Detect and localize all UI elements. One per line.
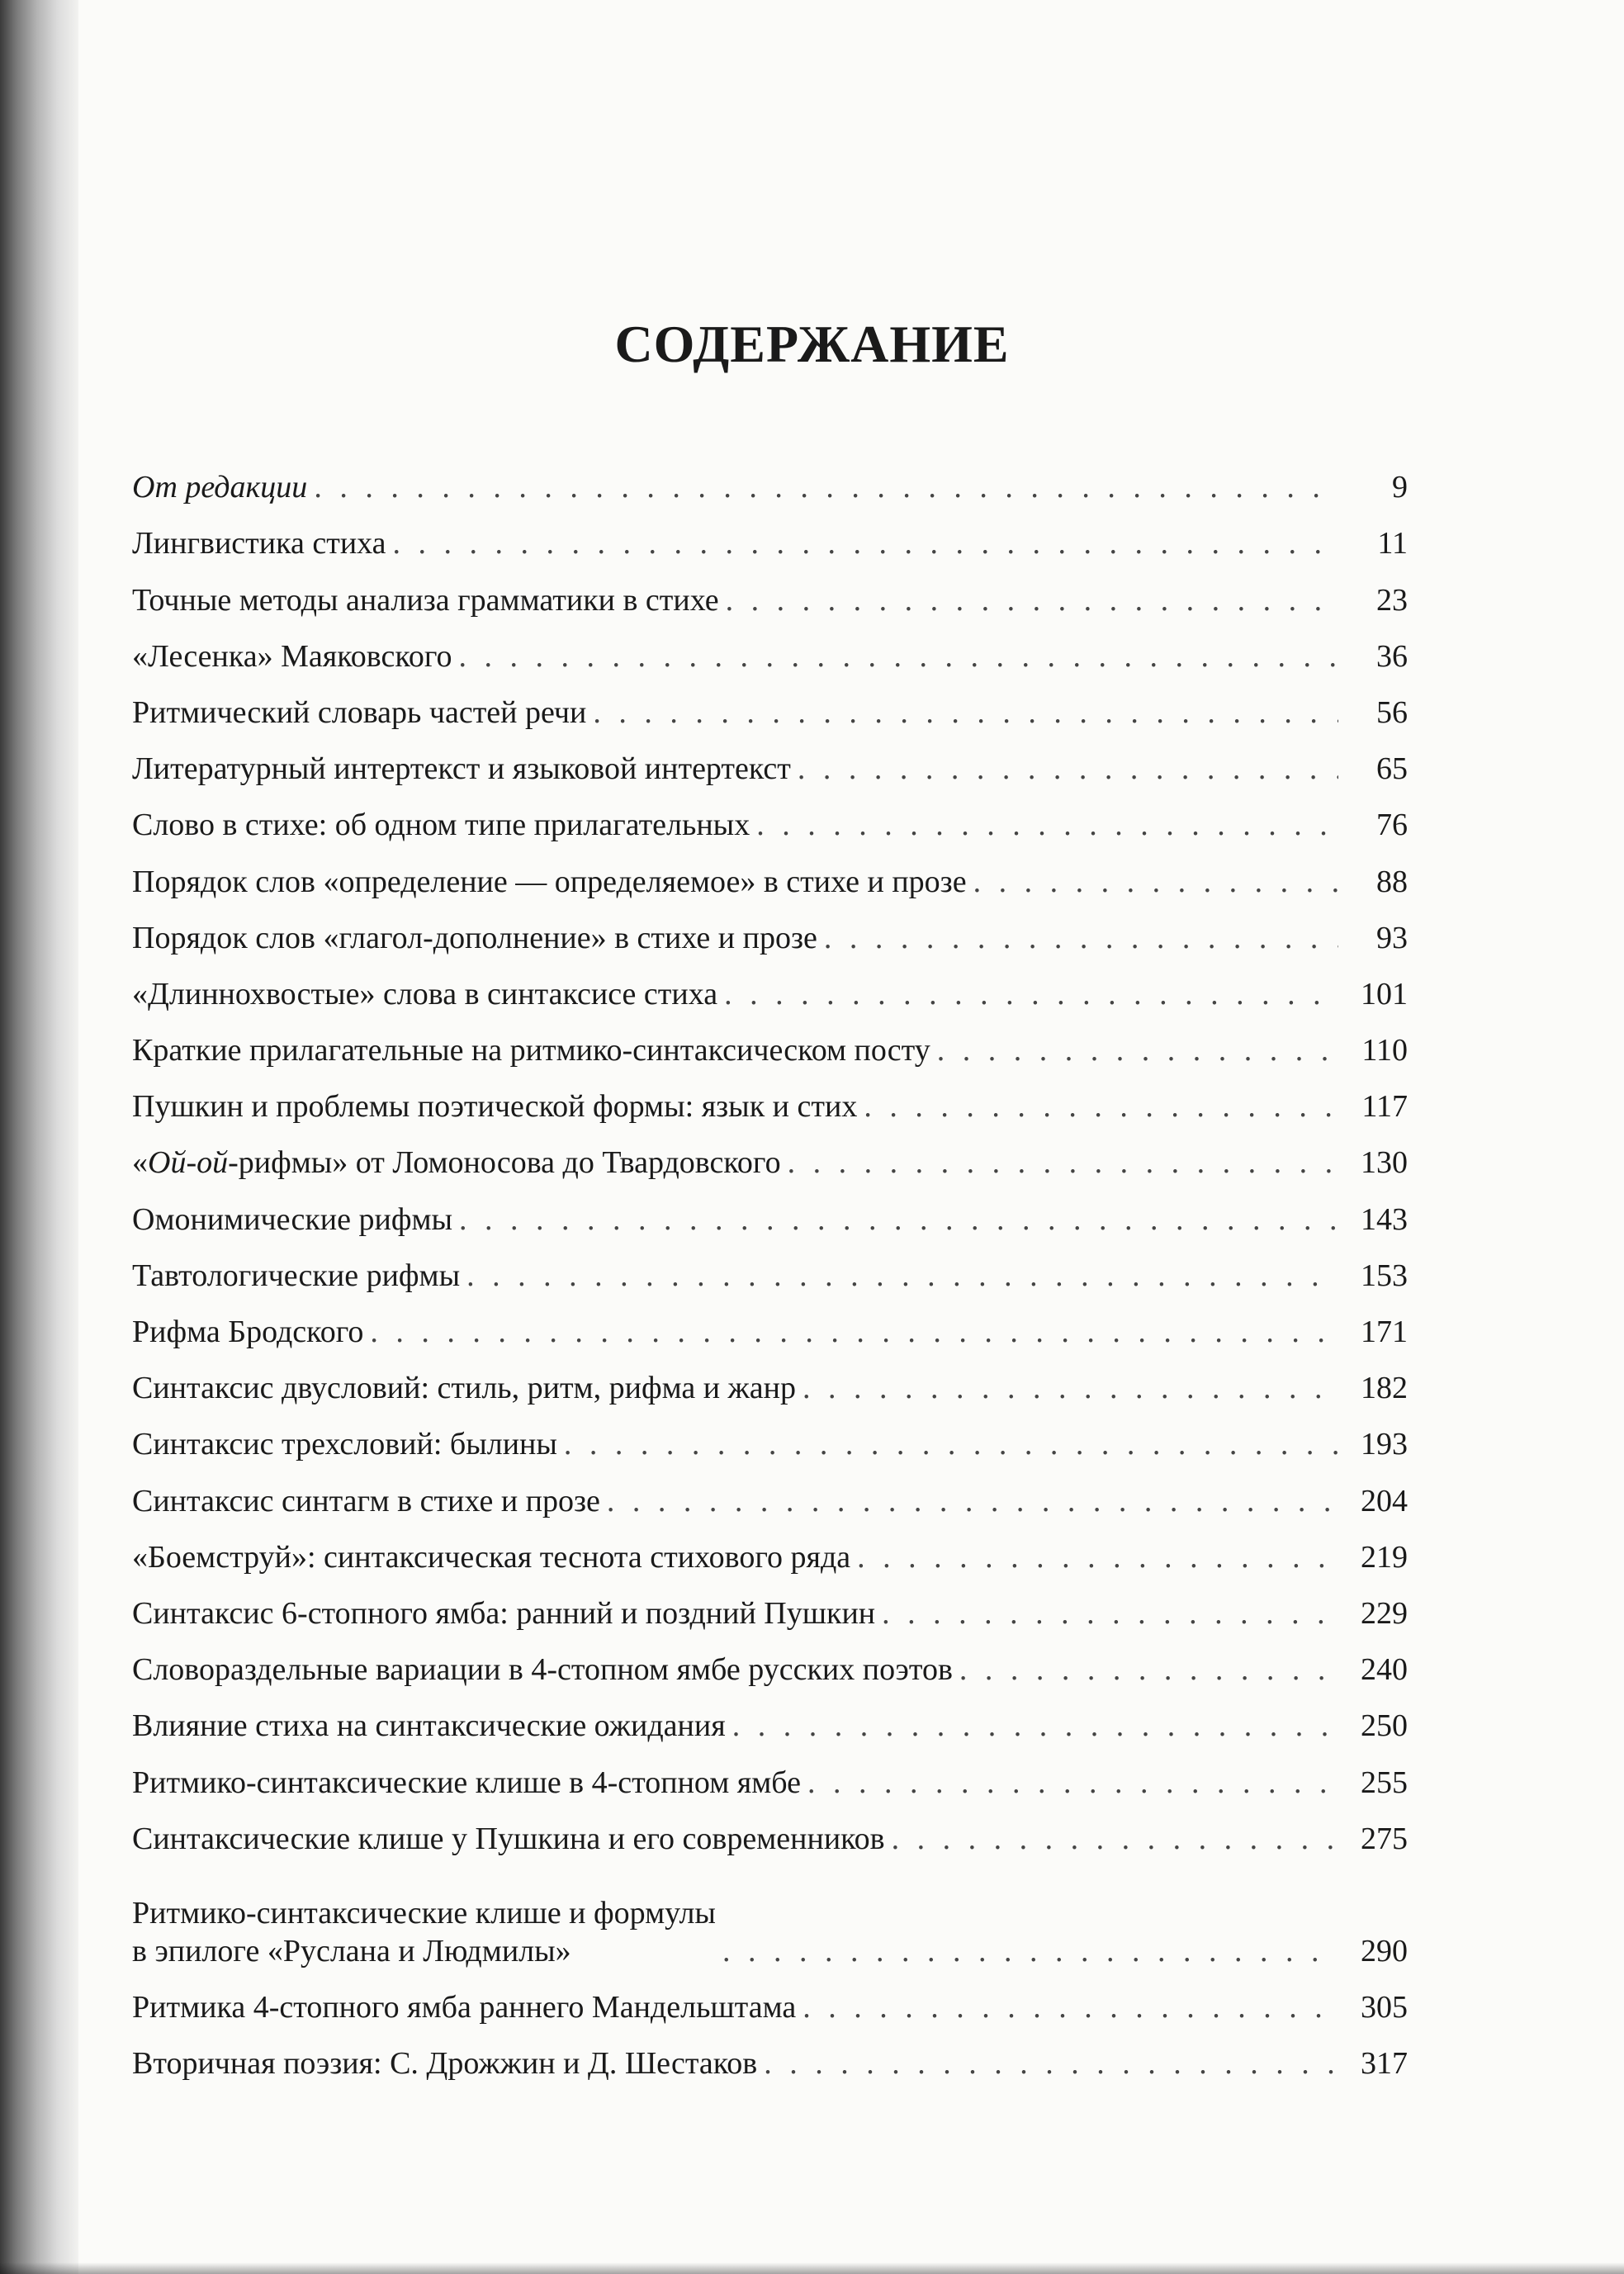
toc-entry[interactable] — [132, 1576, 1408, 1632]
title-part: « — [132, 1145, 148, 1181]
toc-entry-page: 290 — [1361, 1933, 1408, 1968]
toc-entry[interactable] — [132, 1182, 1408, 1238]
toc-entry-title: Синтаксические клише у Пушкина и его современников — [132, 1821, 885, 1856]
toc-entry[interactable] — [132, 506, 1408, 562]
dot-leader — [466, 1257, 1338, 1295]
toc-entry[interactable] — [132, 1463, 1408, 1519]
toc-entry-title: Ритмический словарь частей речи — [132, 694, 587, 730]
toc-entry-title: «Лесенка» Маяковского — [132, 638, 452, 674]
toc-entry-title: Синтаксис трехсловий: былины — [132, 1427, 557, 1462]
toc-entry[interactable] — [132, 1520, 1408, 1576]
dot-leader — [864, 1087, 1338, 1125]
dot-leader — [726, 581, 1338, 619]
toc-entry-title-line: Ритмико-синтаксические клише и формулы — [132, 1895, 716, 1931]
toc-entry[interactable] — [132, 1970, 1408, 2026]
toc-entry-page: 110 — [1361, 1033, 1408, 1068]
toc-entry-page: 305 — [1361, 1989, 1408, 2025]
toc-entry[interactable] — [132, 2026, 1408, 2082]
toc-entry-page: 88 — [1376, 864, 1408, 899]
toc-entry-page: 9 — [1392, 470, 1408, 505]
page-title: СОДЕРЖАНИЕ — [614, 315, 1010, 373]
toc-entry-page: 182 — [1361, 1371, 1408, 1406]
dot-leader — [788, 1144, 1338, 1182]
toc-entry-page: 130 — [1361, 1145, 1408, 1181]
toc-entry[interactable] — [132, 1069, 1408, 1125]
toc-entry-page: 317 — [1361, 2046, 1408, 2082]
toc-entry[interactable] — [132, 1295, 1408, 1351]
toc-entry-title: Пушкин и проблемы поэтической формы: язык и стих — [132, 1089, 858, 1125]
dot-leader — [973, 863, 1338, 901]
toc-entry[interactable] — [132, 844, 1408, 900]
toc-entry[interactable] — [132, 1858, 1408, 1970]
dot-leader — [798, 750, 1338, 788]
toc-entry[interactable] — [132, 1125, 1408, 1182]
toc-entry-title: Лингвистика стиха — [132, 526, 386, 561]
dot-leader — [459, 1201, 1338, 1239]
toc-entry-title: Омонимические рифмы — [132, 1201, 453, 1237]
dot-leader — [459, 637, 1338, 675]
dot-leader — [764, 2044, 1338, 2082]
toc-entry-title: Слово в стихе: об одном типе прилагательных — [132, 808, 750, 843]
toc-entry-page: 11 — [1377, 526, 1408, 561]
toc-entry-title: Синтаксис двусловий: стиль, ритм, рифма и жанр — [132, 1371, 797, 1406]
toc-entry-title: Словораздельные вариации в 4-стопном ямбе русских поэтов — [132, 1652, 953, 1688]
toc-entry-title: Тавтологические рифмы — [132, 1258, 461, 1293]
toc-entry-page: 193 — [1361, 1427, 1408, 1462]
toc-entry-title: Порядок слов «определение — определяемое» в стихе и прозе — [132, 864, 967, 899]
toc-entry[interactable] — [132, 1632, 1408, 1689]
toc-entry[interactable] — [132, 957, 1408, 1013]
page-edge-shadow — [0, 2262, 1624, 2274]
title-part: -рифмы» от Ломоносова до Твардовского — [228, 1145, 781, 1181]
table-of-contents — [132, 450, 1408, 2082]
toc-entry-title — [132, 1144, 781, 1182]
dot-leader — [393, 524, 1338, 562]
toc-entry-title: «Длиннохвостые» слова в синтаксисе стиха — [132, 976, 718, 1011]
toc-entry-page: 143 — [1361, 1201, 1408, 1237]
toc-entry-title: Рифма Бродского — [132, 1315, 364, 1349]
toc-entry-page: 240 — [1361, 1652, 1408, 1688]
toc-entry-page: 171 — [1361, 1315, 1408, 1349]
toc-entry-page: 117 — [1361, 1089, 1408, 1125]
toc-entry-page: 219 — [1361, 1539, 1408, 1575]
toc-entry-page: 23 — [1376, 582, 1408, 618]
title-part-italic: Ой-ой — [148, 1145, 229, 1181]
toc-entry-page: 65 — [1376, 751, 1408, 787]
toc-entry[interactable] — [132, 1239, 1408, 1295]
toc-entry-title: Порядок слов «глагол-дополнение» в стихе и прозе — [132, 920, 817, 955]
toc-entry-page: 76 — [1376, 808, 1408, 843]
dot-leader — [722, 1932, 1338, 1970]
toc-entry[interactable] — [132, 901, 1408, 957]
toc-entry-page: 93 — [1376, 920, 1408, 955]
dot-leader — [892, 1820, 1338, 1858]
dot-leader — [803, 1369, 1338, 1407]
dot-leader — [937, 1031, 1338, 1069]
dot-leader — [593, 694, 1338, 732]
toc-entry-title: Ритмика 4-стопного ямба раннего Мандельштама — [132, 1989, 797, 2025]
toc-entry-title: Точные методы анализа грамматики в стихе — [132, 582, 719, 618]
toc-entry-title: Влияние стиха на синтаксические ожидания — [132, 1708, 726, 1744]
toc-entry-title: Синтаксис синтагм в стихе и прозе — [132, 1483, 600, 1518]
toc-entry[interactable] — [132, 1351, 1408, 1407]
toc-entry[interactable] — [132, 1013, 1408, 1069]
dot-leader — [724, 975, 1338, 1013]
toc-entry-page: 275 — [1361, 1821, 1408, 1856]
toc-entry-page: 153 — [1361, 1258, 1408, 1293]
dot-leader — [882, 1594, 1338, 1632]
toc-entry[interactable] — [132, 1745, 1408, 1801]
toc-entry-title: От редакции — [132, 470, 308, 505]
dot-leader — [959, 1651, 1338, 1689]
dot-leader — [314, 468, 1338, 506]
toc-entry-title — [132, 1894, 716, 1970]
toc-entry-page: 250 — [1361, 1708, 1408, 1744]
toc-entry[interactable] — [132, 450, 1408, 506]
toc-entry[interactable] — [132, 1689, 1408, 1745]
dot-leader — [732, 1707, 1338, 1745]
toc-entry[interactable] — [132, 675, 1408, 732]
dot-leader — [857, 1538, 1338, 1576]
toc-entry-page: 255 — [1361, 1765, 1408, 1800]
dot-leader — [607, 1482, 1338, 1520]
dot-leader — [564, 1425, 1338, 1463]
toc-entry-page: 101 — [1361, 976, 1408, 1011]
dot-leader — [803, 1988, 1338, 2026]
toc-entry-title: «Боемструй»: синтаксическая теснота стихового ряда — [132, 1539, 851, 1575]
toc-entry-title: Ритмико-синтаксические клише в 4-стопном ямбе — [132, 1765, 801, 1800]
toc-entry[interactable] — [132, 788, 1408, 844]
toc-entry-title: Краткие прилагательные на ритмико-синтаксическом посту — [132, 1033, 930, 1068]
toc-entry-title: Синтаксис 6-стопного ямба: ранний и поздний Пушкин — [132, 1595, 876, 1631]
dot-leader — [824, 919, 1338, 957]
toc-entry[interactable] — [132, 1407, 1408, 1463]
toc-entry-page: 36 — [1376, 638, 1408, 674]
toc-entry[interactable] — [132, 732, 1408, 788]
toc-entry[interactable] — [132, 562, 1408, 618]
dot-leader — [807, 1764, 1338, 1802]
toc-entry[interactable] — [132, 619, 1408, 675]
dot-leader — [756, 806, 1338, 844]
toc-entry-page: 56 — [1376, 694, 1408, 730]
toc-entry-page: 204 — [1361, 1483, 1408, 1518]
toc-entry-page: 229 — [1361, 1595, 1408, 1631]
toc-entry-title-line: в эпилоге «Руслана и Людмилы» — [132, 1933, 571, 1968]
toc-entry-title: Вторичная поэзия: С. Дрожжин и Д. Шестаков — [132, 2046, 758, 2082]
toc-entry[interactable] — [132, 1802, 1408, 1858]
toc-entry-title: Литературный интертекст и языковой интертекст — [132, 751, 791, 787]
dot-leader — [370, 1313, 1338, 1351]
